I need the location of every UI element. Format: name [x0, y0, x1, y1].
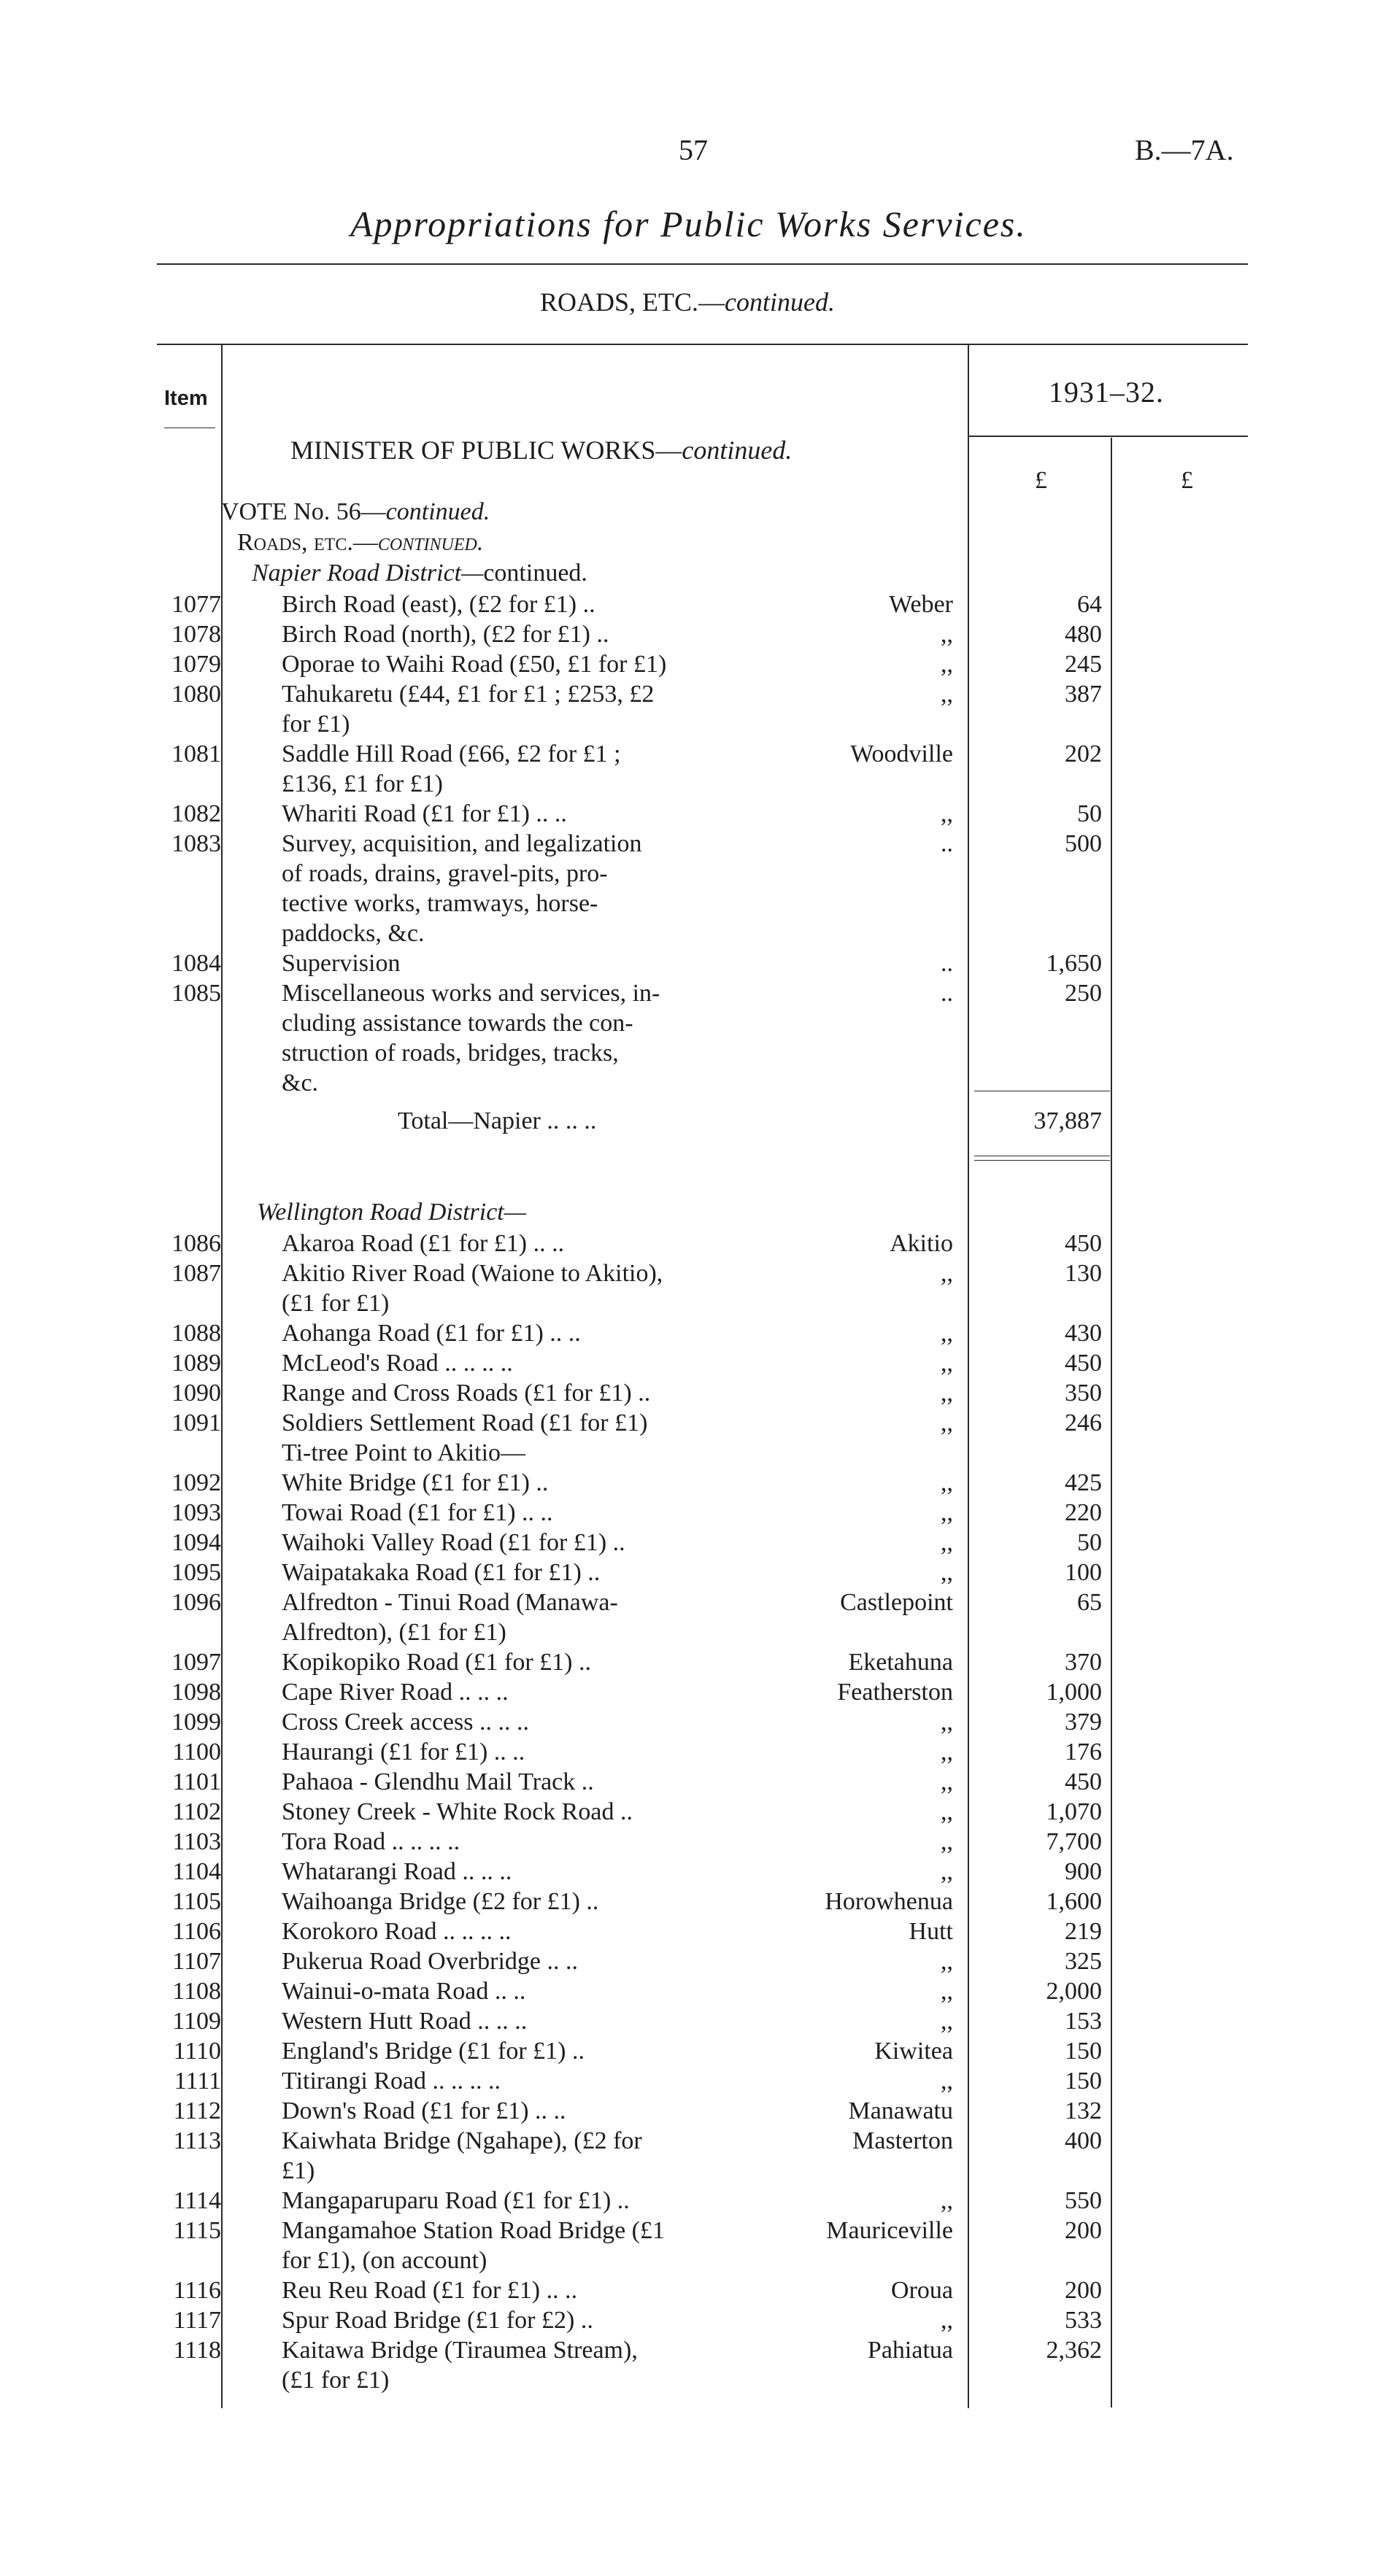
- item-location: Eketahuna: [848, 1649, 953, 1676]
- item-number: 1093: [171, 1499, 221, 1526]
- year-header-rule: [968, 436, 1248, 437]
- title-rule: [157, 263, 1248, 265]
- item-number: 1084: [171, 950, 221, 977]
- item-location: ,,: [941, 1499, 953, 1526]
- item-amount: 65: [1077, 1589, 1102, 1616]
- item-location: Horowhenua: [825, 1888, 953, 1915]
- page-number: 57: [679, 134, 708, 166]
- item-number: 1108: [172, 1978, 221, 2005]
- item-location: ..: [941, 950, 953, 977]
- item-description: Miscellaneous works and services, in- cluding assistance towards the con- struction of roads, bridges, tracks, &c.: [282, 980, 660, 1096]
- item-description: Aohanga Road (£1 for £1) .. ..: [282, 1320, 581, 1347]
- roads-subheading: Roads, etc.—continued.: [237, 529, 484, 556]
- item-number: 1102: [172, 1798, 221, 1825]
- item-description: White Bridge (£1 for £1) ..: [282, 1469, 549, 1496]
- item-number: 1101: [172, 1768, 221, 1795]
- item-location: ,,: [941, 681, 953, 708]
- item-amount: 202: [1065, 740, 1102, 767]
- item-number: 1117: [173, 2307, 221, 2334]
- item-location: Kiwitea: [874, 2038, 953, 2065]
- item-number: 1097: [171, 1649, 221, 1676]
- item-number: 1103: [172, 1828, 221, 1855]
- item-description: Western Hutt Road .. .. ..: [282, 2008, 528, 2035]
- item-location: Hutt: [909, 1918, 953, 1945]
- item-description: Whariti Road (£1 for £1) .. ..: [282, 800, 567, 827]
- item-amount: 150: [1065, 2068, 1102, 2095]
- item-number: 1110: [173, 2038, 221, 2065]
- item-location: ,,: [941, 1529, 953, 1556]
- item-number: 1082: [171, 800, 221, 827]
- minister-heading: MINISTER OF PUBLIC WORKS—continued.: [290, 436, 793, 465]
- item-description: England's Bridge (£1 for £1) ..: [282, 2038, 585, 2065]
- item-number: 1098: [171, 1679, 221, 1706]
- item-number: 1107: [172, 1948, 221, 1975]
- item-amount: 100: [1065, 1559, 1102, 1586]
- item-amount: 550: [1065, 2187, 1102, 2214]
- item-number: 1113: [173, 2127, 221, 2154]
- item-description: Cross Creek access .. .. ..: [282, 1709, 529, 1736]
- item-amount: 1,600: [1046, 1888, 1102, 1915]
- item-number: 1083: [171, 830, 221, 857]
- item-description: Stoney Creek - White Rock Road ..: [282, 1798, 633, 1825]
- item-location: Akitio: [890, 1230, 953, 1257]
- item-description: Waihoki Valley Road (£1 for £1) ..: [282, 1529, 625, 1556]
- item-description: Tahukaretu (£44, £1 for £1 ; £253, £2 for £1): [282, 681, 655, 738]
- item-number: 1079: [171, 651, 221, 678]
- item-number: 1078: [171, 621, 221, 648]
- item-number: 1096: [171, 1589, 221, 1616]
- item-amount: 200: [1065, 2277, 1102, 2304]
- item-number: 1081: [171, 740, 221, 767]
- item-description: Whatarangi Road .. .. ..: [282, 1858, 512, 1885]
- item-amount: 64: [1077, 591, 1102, 618]
- item-amount: 450: [1065, 1230, 1102, 1257]
- section-continued: continued.: [725, 287, 835, 317]
- item-location: Pahiatua: [867, 2337, 953, 2364]
- item-number: 1091: [171, 1409, 221, 1436]
- item-amount: 130: [1065, 1260, 1102, 1287]
- item-column-rule: [221, 344, 223, 2408]
- item-location: ,,: [941, 1409, 953, 1436]
- item-number: 1106: [172, 1918, 221, 1945]
- item-description: Birch Road (north), (£2 for £1) ..: [282, 621, 609, 648]
- item-description: Alfredton - Tinui Road (Manawa- Alfredton), (£1 for £1): [282, 1589, 618, 1646]
- item-number: 1104: [172, 1858, 221, 1885]
- item-location: ,,: [941, 1768, 953, 1795]
- item-amount: 325: [1065, 1948, 1102, 1975]
- item-amount: 387: [1065, 681, 1102, 708]
- item-number: 1086: [171, 1230, 221, 1257]
- item-number: 1099: [171, 1709, 221, 1736]
- item-description: Reu Reu Road (£1 for £1) .. ..: [282, 2277, 578, 2304]
- item-column-header: Item: [164, 387, 208, 410]
- item-location: Mauriceville: [826, 2217, 953, 2244]
- item-description: Waihoanga Bridge (£2 for £1) ..: [282, 1888, 599, 1915]
- item-amount: 379: [1065, 1709, 1102, 1736]
- item-amount: 400: [1065, 2127, 1102, 2154]
- item-number: 1085: [171, 980, 221, 1007]
- napier-total-rule-2: [974, 1160, 1110, 1161]
- item-location: ,,: [941, 1738, 953, 1765]
- document-code: B.—7A.: [1135, 134, 1234, 166]
- item-location: ,,: [941, 1858, 953, 1885]
- item-amount: 2,000: [1046, 1978, 1102, 2005]
- item-amount: 1,650: [1046, 950, 1102, 977]
- currency-header-2: £: [1181, 467, 1193, 494]
- table-top-rule: [157, 344, 1248, 345]
- item-amount: 900: [1065, 1858, 1102, 1885]
- item-description: Range and Cross Roads (£1 for £1) ..: [282, 1380, 651, 1407]
- location-column-rule: [968, 344, 969, 2408]
- item-description: Pukerua Road Overbridge .. ..: [282, 1948, 579, 1975]
- item-amount: 1,070: [1046, 1798, 1102, 1825]
- item-number: 1095: [171, 1559, 221, 1586]
- item-number: 1089: [171, 1350, 221, 1377]
- napier-total-amount: 37,887: [1033, 1107, 1102, 1134]
- item-number: 1116: [173, 2277, 221, 2304]
- item-location: Manawatu: [848, 2097, 953, 2124]
- item-description: Oporae to Waihi Road (£50, £1 for £1): [282, 651, 667, 678]
- item-description: Akitio River Road (Waione to Akitio), (£1 for £1): [282, 1260, 663, 1317]
- item-amount: 370: [1065, 1649, 1102, 1676]
- item-description: Mangamahoe Station Road Bridge (£1 for £1), (on account): [282, 2217, 666, 2274]
- item-description: McLeod's Road .. .. .. ..: [282, 1350, 513, 1377]
- item-number: 1109: [172, 2008, 221, 2035]
- item-number: 1100: [172, 1738, 221, 1765]
- item-number: 1115: [173, 2217, 221, 2244]
- item-amount: 50: [1077, 1529, 1102, 1556]
- item-amount: 450: [1065, 1768, 1102, 1795]
- item-description: Korokoro Road .. .. .. ..: [282, 1918, 512, 1945]
- item-amount: 150: [1065, 2038, 1102, 2065]
- item-amount: 430: [1065, 1320, 1102, 1347]
- item-description: Tora Road .. .. .. ..: [282, 1828, 460, 1855]
- item-amount: 500: [1065, 830, 1102, 857]
- currency-header-1: £: [1035, 467, 1047, 494]
- item-amount: 219: [1065, 1918, 1102, 1945]
- napier-total-label: Total—Napier .. .. ..: [398, 1107, 597, 1134]
- item-location: ,,: [941, 1559, 953, 1586]
- item-location: ,,: [941, 1350, 953, 1377]
- item-number: 1092: [171, 1469, 221, 1496]
- item-description: Pahaoa - Glendhu Mail Track ..: [282, 1768, 594, 1795]
- page-title: Appropriations for Public Works Services.: [350, 204, 1027, 244]
- item-amount: 350: [1065, 1380, 1102, 1407]
- item-description: Soldiers Settlement Road (£1 for £1) Ti-tree Point to Akitio—: [282, 1409, 648, 1466]
- item-location: Castlepoint: [840, 1589, 953, 1616]
- item-amount: 50: [1077, 800, 1102, 827]
- item-description: Kopikopiko Road (£1 for £1) ..: [282, 1649, 592, 1676]
- item-description: Kaitawa Bridge (Tiraumea Stream), (£1 for £1): [282, 2337, 638, 2394]
- item-location: ,,: [941, 2008, 953, 2035]
- item-location: ,,: [941, 2307, 953, 2334]
- item-location: Oroua: [891, 2277, 953, 2304]
- item-description: Cape River Road .. .. ..: [282, 1679, 509, 1706]
- item-number: 1105: [172, 1888, 221, 1915]
- item-amount: 1,000: [1046, 1679, 1102, 1706]
- item-description: Wainui-o-mata Road .. ..: [282, 1978, 526, 2005]
- item-description: Akaroa Road (£1 for £1) .. ..: [282, 1230, 565, 1257]
- item-amount: 480: [1065, 621, 1102, 648]
- item-location: ,,: [941, 800, 953, 827]
- napier-district-heading: Napier Road District—continued.: [252, 560, 587, 587]
- item-description: Mangaparuparu Road (£1 for £1) ..: [282, 2187, 630, 2214]
- item-number: 1090: [171, 1380, 221, 1407]
- item-location: ,,: [941, 1828, 953, 1855]
- item-location: ,,: [941, 2068, 953, 2095]
- item-amount: 220: [1065, 1499, 1102, 1526]
- item-number: 1094: [171, 1529, 221, 1556]
- item-amount: 200: [1065, 2217, 1102, 2244]
- item-location: Masterton: [852, 2127, 953, 2154]
- item-location: Weber: [889, 591, 953, 618]
- item-description: Haurangi (£1 for £1) .. ..: [282, 1738, 525, 1765]
- item-location: ,,: [941, 1798, 953, 1825]
- item-description: Down's Road (£1 for £1) .. ..: [282, 2097, 566, 2124]
- item-number: 1077: [171, 591, 221, 618]
- item-location: ..: [941, 980, 953, 1007]
- item-amount: 245: [1065, 651, 1102, 678]
- section-heading: [540, 287, 835, 317]
- item-number: 1112: [173, 2097, 221, 2124]
- item-number: 1114: [173, 2187, 221, 2214]
- item-description: Birch Road (east), (£2 for £1) ..: [282, 591, 595, 618]
- item-number: 1088: [171, 1320, 221, 1347]
- item-amount: 2,362: [1046, 2337, 1102, 2364]
- item-number: 1087: [171, 1260, 221, 1287]
- item-location: ,,: [941, 1380, 953, 1407]
- item-description: Towai Road (£1 for £1) .. ..: [282, 1499, 553, 1526]
- item-amount: 153: [1065, 2008, 1102, 2035]
- vote-heading: VOTE No. 56—continued.: [221, 498, 490, 525]
- item-amount: 246: [1065, 1409, 1102, 1436]
- item-location: ,,: [941, 1469, 953, 1496]
- item-location: Woodville: [850, 740, 953, 767]
- item-number: 1111: [174, 2068, 221, 2095]
- item-amount: 132: [1065, 2097, 1102, 2124]
- year-column-header: 1931–32.: [1049, 376, 1164, 409]
- item-amount: 450: [1065, 1350, 1102, 1377]
- wellington-district-heading: Wellington Road District—: [257, 1199, 526, 1226]
- amount-column-rule: [1111, 438, 1112, 2407]
- item-location: ,,: [941, 1978, 953, 2005]
- item-description: Spur Road Bridge (£1 for £2) ..: [282, 2307, 593, 2334]
- item-location: ,,: [941, 621, 953, 648]
- item-amount: 7,700: [1046, 1828, 1102, 1855]
- item-amount: 425: [1065, 1469, 1102, 1496]
- item-description: Titirangi Road .. .. .. ..: [282, 2068, 501, 2095]
- item-location: Featherston: [837, 1679, 953, 1706]
- item-description: Survey, acquisition, and legalization of roads, drains, gravel-pits, pro- tective works, tramways, horse- paddocks, &c.: [282, 830, 642, 947]
- item-description: Saddle Hill Road (£66, £2 for £1 ; £136, £1 for £1): [282, 740, 621, 797]
- item-description: Supervision: [282, 950, 401, 977]
- item-location: ,,: [941, 651, 953, 678]
- item-location: ..: [941, 830, 953, 857]
- item-number: 1118: [173, 2337, 221, 2364]
- item-location: ,,: [941, 1260, 953, 1287]
- item-description: Kaiwhata Bridge (Ngahape), (£2 for £1): [282, 2127, 642, 2184]
- item-description: Waipatakaka Road (£1 for £1) ..: [282, 1559, 601, 1586]
- item-number: 1080: [171, 681, 221, 708]
- section-title: ROADS, ETC.—: [540, 287, 725, 317]
- item-amount: 533: [1065, 2307, 1102, 2334]
- item-amount: 176: [1065, 1738, 1102, 1765]
- item-location: ,,: [941, 1948, 953, 1975]
- item-location: ,,: [941, 1320, 953, 1347]
- item-location: ,,: [941, 2187, 953, 2214]
- item-amount: 250: [1065, 980, 1102, 1007]
- item-location: ,,: [941, 1709, 953, 1736]
